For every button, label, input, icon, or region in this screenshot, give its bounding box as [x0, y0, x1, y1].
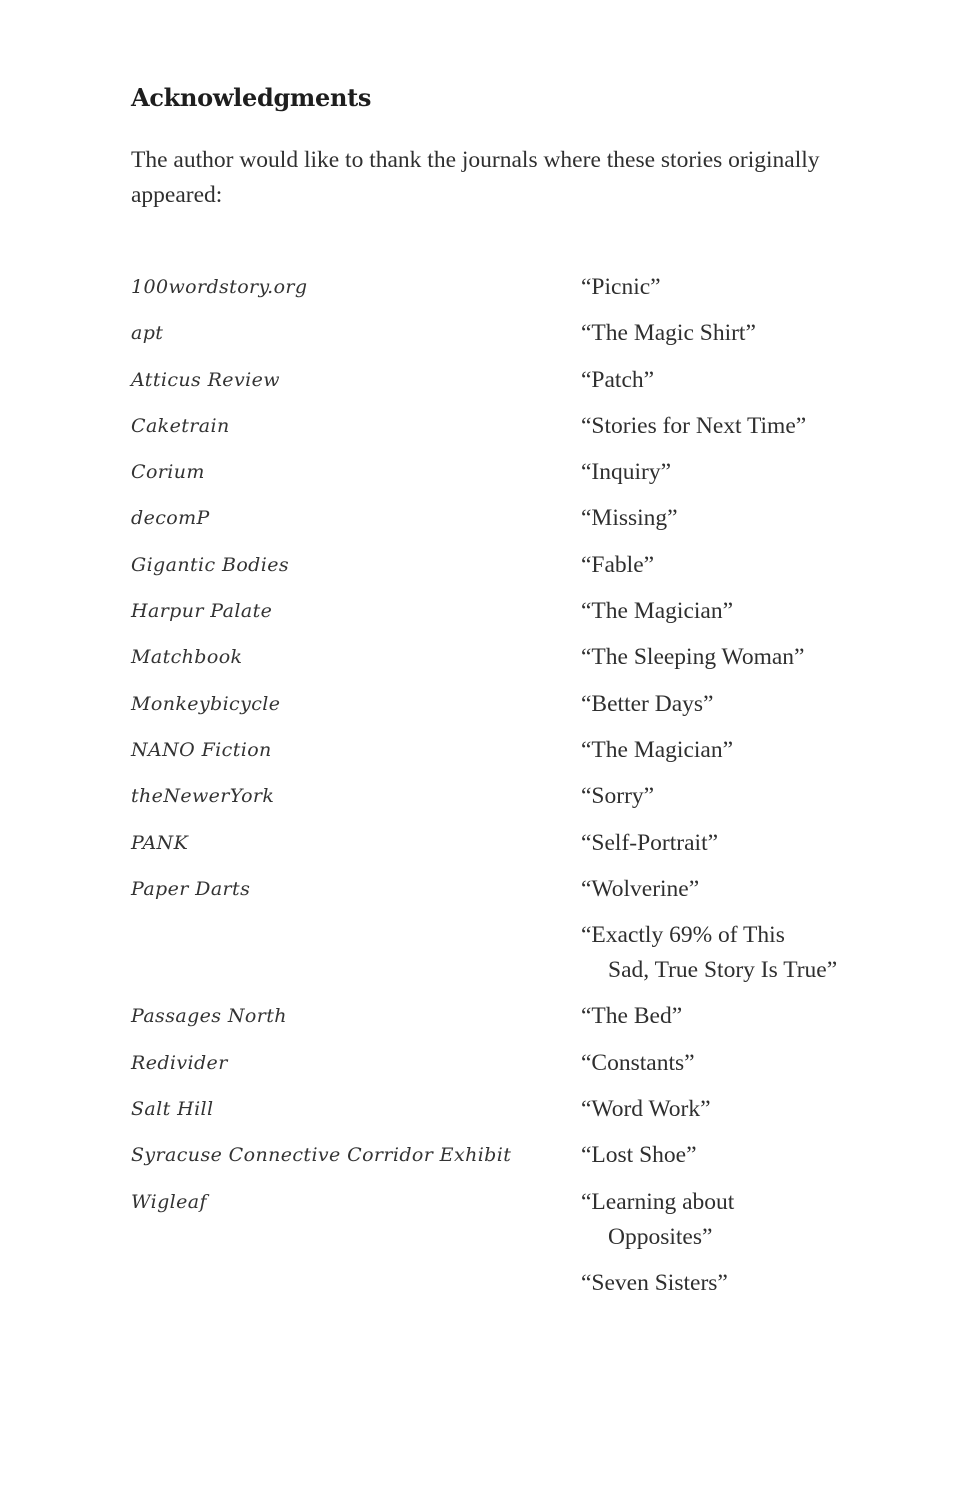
story-list	[581, 1138, 851, 1184]
page-title: Acknowledgments	[131, 83, 372, 112]
journal-name: Atticus Review	[131, 368, 280, 391]
acknowledgment-entry	[131, 872, 851, 1000]
acknowledgment-entry	[131, 779, 851, 825]
story-title	[581, 918, 851, 999]
story-title	[581, 409, 851, 455]
acknowledgment-entry	[131, 501, 851, 547]
story-list	[581, 640, 851, 686]
story-list	[581, 1046, 851, 1092]
journal-name: Gigantic Bodies	[131, 553, 290, 576]
story-title-line: “Lost Shoe”	[581, 1142, 697, 1169]
acknowledgment-entry	[131, 640, 851, 686]
journal-name: apt	[131, 322, 164, 345]
story-title	[581, 779, 851, 825]
acknowledgment-entry	[131, 409, 851, 455]
story-title	[581, 1185, 851, 1266]
journal-name: Paper Darts	[131, 877, 251, 900]
story-title-line: “Picnic”	[581, 274, 661, 300]
story-title	[581, 455, 851, 501]
journal-name: PANK	[131, 831, 189, 854]
story-list	[581, 733, 851, 779]
acknowledgment-entry	[131, 1046, 851, 1092]
story-title-line: “The Magic Shirt”	[581, 320, 756, 347]
journal-name: Matchbook	[131, 646, 243, 669]
journal-name: decomP	[131, 507, 210, 530]
story-list	[581, 501, 851, 547]
story-title-line: “Word Work”	[581, 1096, 711, 1123]
story-title-line: “Wolverine”	[581, 875, 700, 902]
acknowledgment-entry	[131, 316, 851, 362]
story-list	[581, 455, 851, 501]
journal-name: 100wordstory.org	[131, 276, 308, 298]
story-list	[581, 999, 851, 1045]
acknowledgment-entry	[131, 594, 851, 640]
story-title-line: “Learning about	[581, 1188, 735, 1215]
journal-name: Corium	[131, 461, 205, 484]
story-title-line: “The Sleeping Woman”	[581, 644, 805, 671]
story-title-line: “The Magician”	[581, 736, 734, 763]
story-title	[581, 640, 851, 686]
story-list	[581, 872, 851, 1000]
acknowledgment-entry	[131, 826, 851, 872]
story-title-line: “Missing”	[581, 505, 678, 532]
story-title-line: “Sorry”	[581, 783, 655, 810]
story-title	[581, 1046, 851, 1092]
journal-name: Salt Hill	[131, 1098, 214, 1121]
acknowledgment-entry	[131, 548, 851, 594]
story-title	[581, 270, 851, 316]
acknowledgment-entry	[131, 455, 851, 501]
acknowledgment-entry	[131, 1092, 851, 1138]
story-title	[581, 826, 851, 872]
acknowledgment-entry	[131, 363, 851, 409]
story-list	[581, 1185, 851, 1313]
journal-name: Wigleaf	[131, 1190, 207, 1213]
story-title	[581, 363, 851, 409]
story-title-line: “Seven Sisters”	[581, 1269, 728, 1296]
journal-name: Syracuse Connective Corridor Exhibit	[131, 1144, 512, 1167]
story-list	[581, 316, 851, 362]
journal-name: Passages North	[131, 1005, 287, 1028]
story-list	[581, 409, 851, 455]
story-title	[581, 501, 851, 547]
story-title-line: “Patch”	[581, 366, 655, 393]
story-title-line: “Self-Portrait”	[581, 829, 719, 856]
acknowledgment-entry	[131, 733, 851, 779]
story-title	[581, 1266, 851, 1312]
acknowledgment-entry	[131, 270, 851, 316]
story-title-line: “Fable”	[581, 551, 655, 578]
story-title-continuation: Sad, True Story Is True”	[608, 957, 838, 984]
story-title-line: “Constants”	[581, 1049, 695, 1076]
story-title-line: “The Magician”	[581, 598, 734, 625]
story-list	[581, 363, 851, 409]
journal-name: theNewerYork	[131, 785, 275, 808]
story-title	[581, 548, 851, 594]
story-title	[581, 594, 851, 640]
story-list	[581, 594, 851, 640]
acknowledgment-entry	[131, 1138, 851, 1184]
acknowledgment-entry	[131, 687, 851, 733]
story-list	[581, 779, 851, 825]
intro-paragraph: The author would like to thank the journals where these stories originally appeared:	[131, 147, 820, 208]
story-title	[581, 1092, 851, 1138]
journal-name: Caketrain	[131, 414, 230, 437]
story-list	[581, 270, 851, 316]
story-title	[581, 733, 851, 779]
journal-name: Harpur Palate	[131, 600, 273, 623]
story-title	[581, 999, 851, 1045]
story-title	[581, 316, 851, 362]
journal-name: Redivider	[131, 1051, 228, 1074]
story-title-continuation: Opposites”	[608, 1223, 713, 1250]
story-title-line: “Better Days”	[581, 690, 714, 717]
story-title-line: “The Bed”	[581, 1003, 683, 1030]
story-title	[581, 1138, 851, 1184]
story-title	[581, 687, 851, 733]
journal-name: Monkeybicycle	[131, 692, 281, 715]
story-title-line: “Exactly 69% of This	[581, 922, 785, 949]
journal-name: NANO Fiction	[131, 738, 272, 761]
story-list	[581, 826, 851, 872]
story-title-line: “Stories for Next Time”	[581, 412, 807, 439]
acknowledgment-entry	[131, 999, 851, 1045]
acknowledgments-list	[131, 270, 851, 1312]
story-list	[581, 687, 851, 733]
story-title-line: “Inquiry”	[581, 459, 672, 486]
story-list	[581, 548, 851, 594]
story-title	[581, 872, 851, 918]
story-list	[581, 1092, 851, 1138]
acknowledgment-entry	[131, 1185, 851, 1313]
